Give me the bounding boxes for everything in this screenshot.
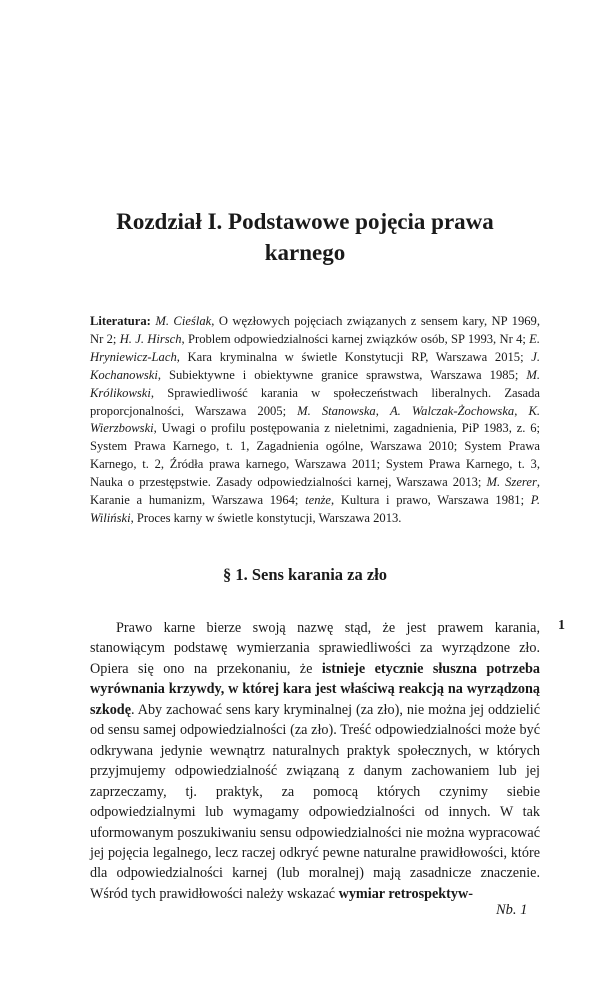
emphasis-text: wymiar retrospektyw- [338,885,473,902]
body-text [90,618,540,904]
chapter-title [60,206,550,268]
paragraph [90,618,540,904]
literature-author: tenże [305,493,331,508]
literature-entry-text: , Sprawiedliwość karania w społeczeństwach liberalnych. Zasada proporcjonalności, Warszawa 2005; [90,385,540,418]
literature-author: M. Królikowski [90,367,540,400]
literature-entry-text: , Kara kryminalna w świetle Konstytucji RP, Warszawa 2015; [176,349,532,364]
literature-entry-text: , O węzłowych pojęciach związanych z sensem kary, NP 1969, Nr 2; [90,314,540,346]
footer-reference: Nb. 1 [496,902,528,918]
literature-author: M. Cieślak [155,314,212,328]
literature-author: J. Kochanowski [90,349,540,382]
literature-list [90,313,540,528]
literature-entry-text: , [375,403,390,418]
literature-entry-text: , Problem odpowiedzialności karnej związków osób, SP 1993, Nr 4; [181,331,530,346]
literature-label: Literatura: [90,314,151,328]
literature-author: M. Szerer [486,475,537,490]
literature-author: A. Walczak-Żochowska [389,403,515,418]
literature-entry-text: , Kultura i prawo, Warszawa 1981; [331,493,531,508]
chapter-title-line-2: karnego [264,240,346,265]
literature-entry-text: , Subiektywne i obiektywne granice sprawstwa, Warszawa 1985; [157,367,527,382]
emphasis-text: istnieje etycznie słuszna potrzeba wyrównania krzywdy, w której kara jest właściwą reakcją na wyrządzoną szkodę [90,660,541,718]
paragraph-text: Prawo karne bierze swoją nazwę stąd, że jest prawem karania, stanowiącym podstawę wymierzania sprawiedliwości za wyrządzone zło. Opiera się ono na przekonaniu, że [90,620,540,677]
section-title: § 1. Sens karania za zło [222,565,388,584]
margin-number: 1 [558,618,565,633]
paragraph-text: . Aby zachować sens kary kryminalnej (za zło), nie można jej oddzielić od sensu samej odpowiedzialności (za zło). Treść odpowiedzialności może być odkrywana jedynie wewnątrz naturalnych praktyk społecznych, w których przyjmujemy odpowiedzialność związaną z danym zachowaniem lub jej zaprzeczamy, tj. praktyk, za pomocą których czynimy siebie odpowiedzialnymi lub wymagamy odpowiedzialności od innych. W tak uformowanym poszukiwaniu sensu odpowiedzialności nie można wypracować jej pojęcia legalnego, lecz raczej odkryć pewne naturalne prawidłowości, które dla odpowiedzialności karnej (lub moralnej) mają zasadnicze znaczenie. Wśród tych prawidłowości należy wskazać [90,701,540,902]
literature-entries [90,314,540,525]
chapter-title-line-1: Rozdział I. Podstawowe pojęcia prawa [116,209,494,234]
literature-author: K. Wierzbowski [90,403,540,436]
literature-author: H. J. Hirsch [119,331,182,346]
literature-author: M. Stanowska [297,403,376,418]
literature-author: P. Wiliński [90,493,540,525]
literature-author: E. Hryniewicz-Lach [90,331,541,364]
literature-entry-text: , Uwagi o profilu postępowania z nieletnimi, zagadnienia, PiP 1983, z. 6; System Prawa Karnego, t. 1, Zagadnienia ogólne, Warszawa 2010; System Prawa Karnego, t. 2, Źródła prawa karnego, Warszawa 2011; System Prawa Karnego, t. 3, Nauka o przestępstwie. Zasady odpowiedzialności karnej, Warszawa 2013; [90,421,540,490]
literature-entry-text: , [514,403,529,418]
literature-entry-text: , Karanie a humanizm, Warszawa 1964; [90,475,540,508]
literature-entry-text: , Proces karny w świetle konstytucji, Warszawa 2013. [130,510,402,525]
